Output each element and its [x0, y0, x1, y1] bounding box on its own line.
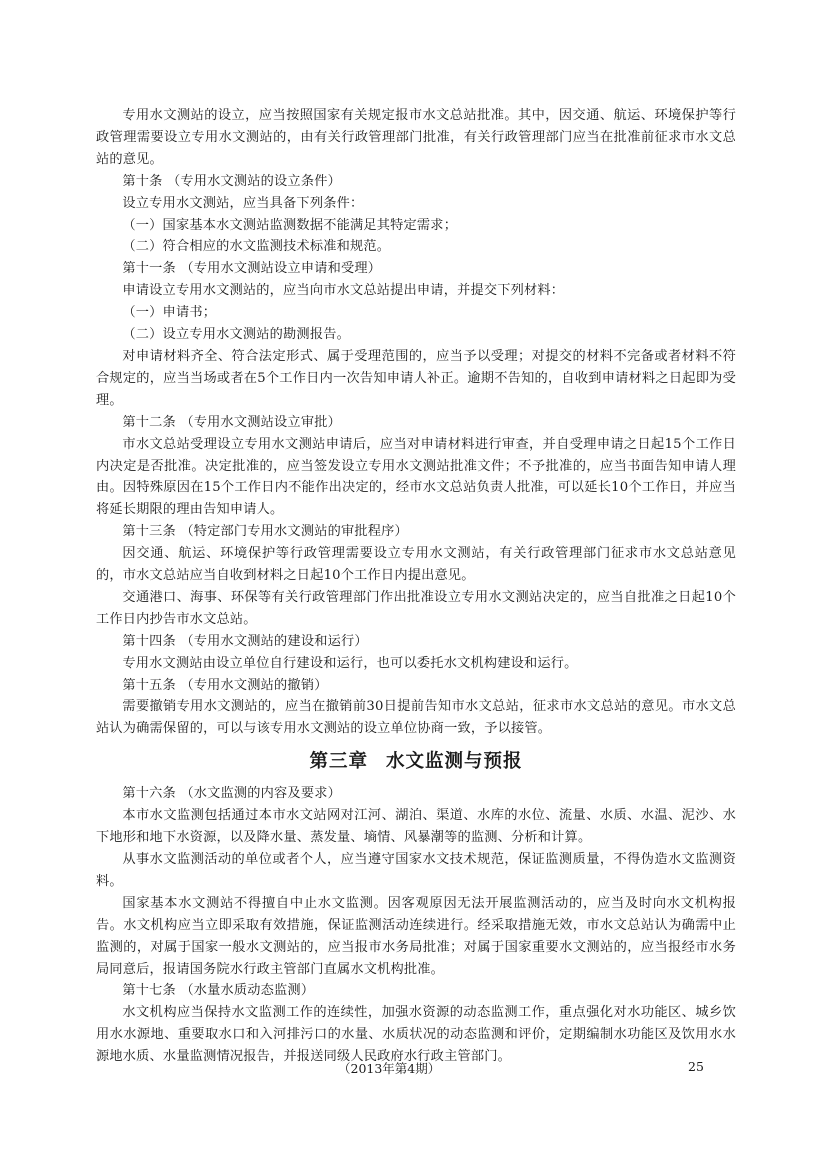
chapter-number: 第三章 [309, 751, 368, 773]
section-before-chapter [96, 105, 736, 740]
paragraph: （一）申请书； [122, 305, 217, 321]
paragraph: 交通港口、海事、环保等有关行政管理部门作出批准设立专用水文测站决定的，应当自批准之日起10个工作日内抄告市水文总站。 [96, 589, 736, 627]
page-footer [0, 1059, 827, 1079]
paragraph: （一）国家基本水文测站监测数据不能满足其特定需求； [122, 217, 458, 233]
paragraph: 第十一条 （专用水文测站设立申请和受理） [122, 261, 382, 277]
paragraph: 第十四条 （专用水文测站的建设和运行） [122, 633, 368, 649]
page-number: 25 [688, 1059, 704, 1074]
chapter-heading [96, 749, 736, 775]
document-body [96, 105, 736, 1068]
paragraph: （二）设立专用水文测站的勘测报告。 [122, 327, 350, 343]
paragraph: 设立专用水文测站，应当具备下列条件： [122, 195, 364, 211]
issue-label: （2013年第4期） [338, 1061, 441, 1076]
paragraph: 第十五条 （专用水文测站的撤销） [122, 677, 328, 693]
paragraph: 国家基本水文测站不得擅自中止水文监测。因客观原因无法开展监测活动的，应当及时向水文机构报告。水文机构应当立即采取有效措施，保证监测活动连续进行。经采取措施无效，市水文总站认为确需中止监测的，对属于国家一般水文测站的，应当报市水务局批准；对属于国家重要水文测站的，应当报经市水务局同意后，报请国务院水行政主管部门直属水文机构批准。 [96, 895, 736, 977]
section-after-chapter [96, 783, 736, 1068]
paragraph: 第十三条 （特定部门专用水文测站的审批程序） [122, 524, 408, 540]
paragraph: 水文机构应当保持水文监测工作的连续性，加强水资源的动态监测工作，重点强化对水功能区、城乡饮用水水源地、重要取水口和入河排污口的水量、水质状况的动态监测和评价，定期编制水功能区及饮用水水源地水质、水量监测情况报告，并报送同级人民政府水行政主管部门。 [96, 1005, 736, 1065]
paragraph: 因交通、航运、环境保护等行政管理需要设立专用水文测站，有关行政管理部门征求市水文总站意见的，市水文总站应当自收到材料之日起10个工作日内提出意见。 [96, 546, 736, 584]
paragraph: 需要撤销专用水文测站的，应当在撤销前30日提前告知市水文总站，征求市水文总站的意见。市水文总站认为确需保留的，可以与该专用水文测站的设立单位协商一致，予以接管。 [96, 699, 736, 737]
paragraph: 对申请材料齐全、符合法定形式、属于受理范围的，应当予以受理；对提交的材料不完备或者材料不符合规定的，应当当场或者在5个工作日内一次告知申请人补正。逾期不告知的，自收到申请材料之日起即为受理。 [96, 348, 736, 408]
paragraph: 第十七条 （水量水质动态监测） [122, 983, 315, 999]
paragraph: 申请设立专用水文测站的，应当向市水文总站提出申请，并提交下列材料： [122, 283, 565, 299]
paragraph: 第十六条 （水文监测的内容及要求） [122, 786, 341, 802]
paragraph: 从事水文监测活动的单位或者个人，应当遵守国家水文技术规范，保证监测质量，不得伪造水文监测资料。 [96, 852, 736, 889]
paragraph: 专用水文测站由设立单位自行建设和运行，也可以委托水文机构建设和运行。 [122, 655, 578, 671]
paragraph: （二）符合相应的水文监测技术标准和规范。 [122, 239, 391, 255]
paragraph: 本市水文监测包括通过本市水文站网对江河、湖泊、渠道、水库的水位、流量、水质、水温、泥沙、水下地形和地下水资源，以及降水量、蒸发量、墒情、风暴潮等的监测、分析和计算。 [96, 808, 736, 846]
paragraph: 专用水文测站的设立，应当按照国家有关规定报市水文总站批准。其中，因交通、航运、环境保护等行政管理需要设立专用水文测站的，由有关行政管理部门批准，有关行政管理部门应当在批准前征求市水文总站的意见。 [96, 108, 736, 167]
paragraph: 市水文总站受理设立专用水文测站申请后，应当对申请材料进行审查，并自受理申请之日起15个工作日内决定是否批准。决定批准的，应当签发设立专用水文测站批准文件；不予批准的，应当书面告知申请人理由。因特殊原因在15个工作日内不能作出决定的，经市水文总站负责人批准，可以延长10个工作日，并应当将延长期限的理由告知申请人。 [96, 436, 736, 518]
paragraph: 第十二条 （专用水文测站设立审批） [122, 414, 341, 430]
paragraph: 第十条 （专用水文测站的设立条件） [122, 173, 341, 189]
chapter-title: 水文监测与预报 [386, 751, 523, 773]
